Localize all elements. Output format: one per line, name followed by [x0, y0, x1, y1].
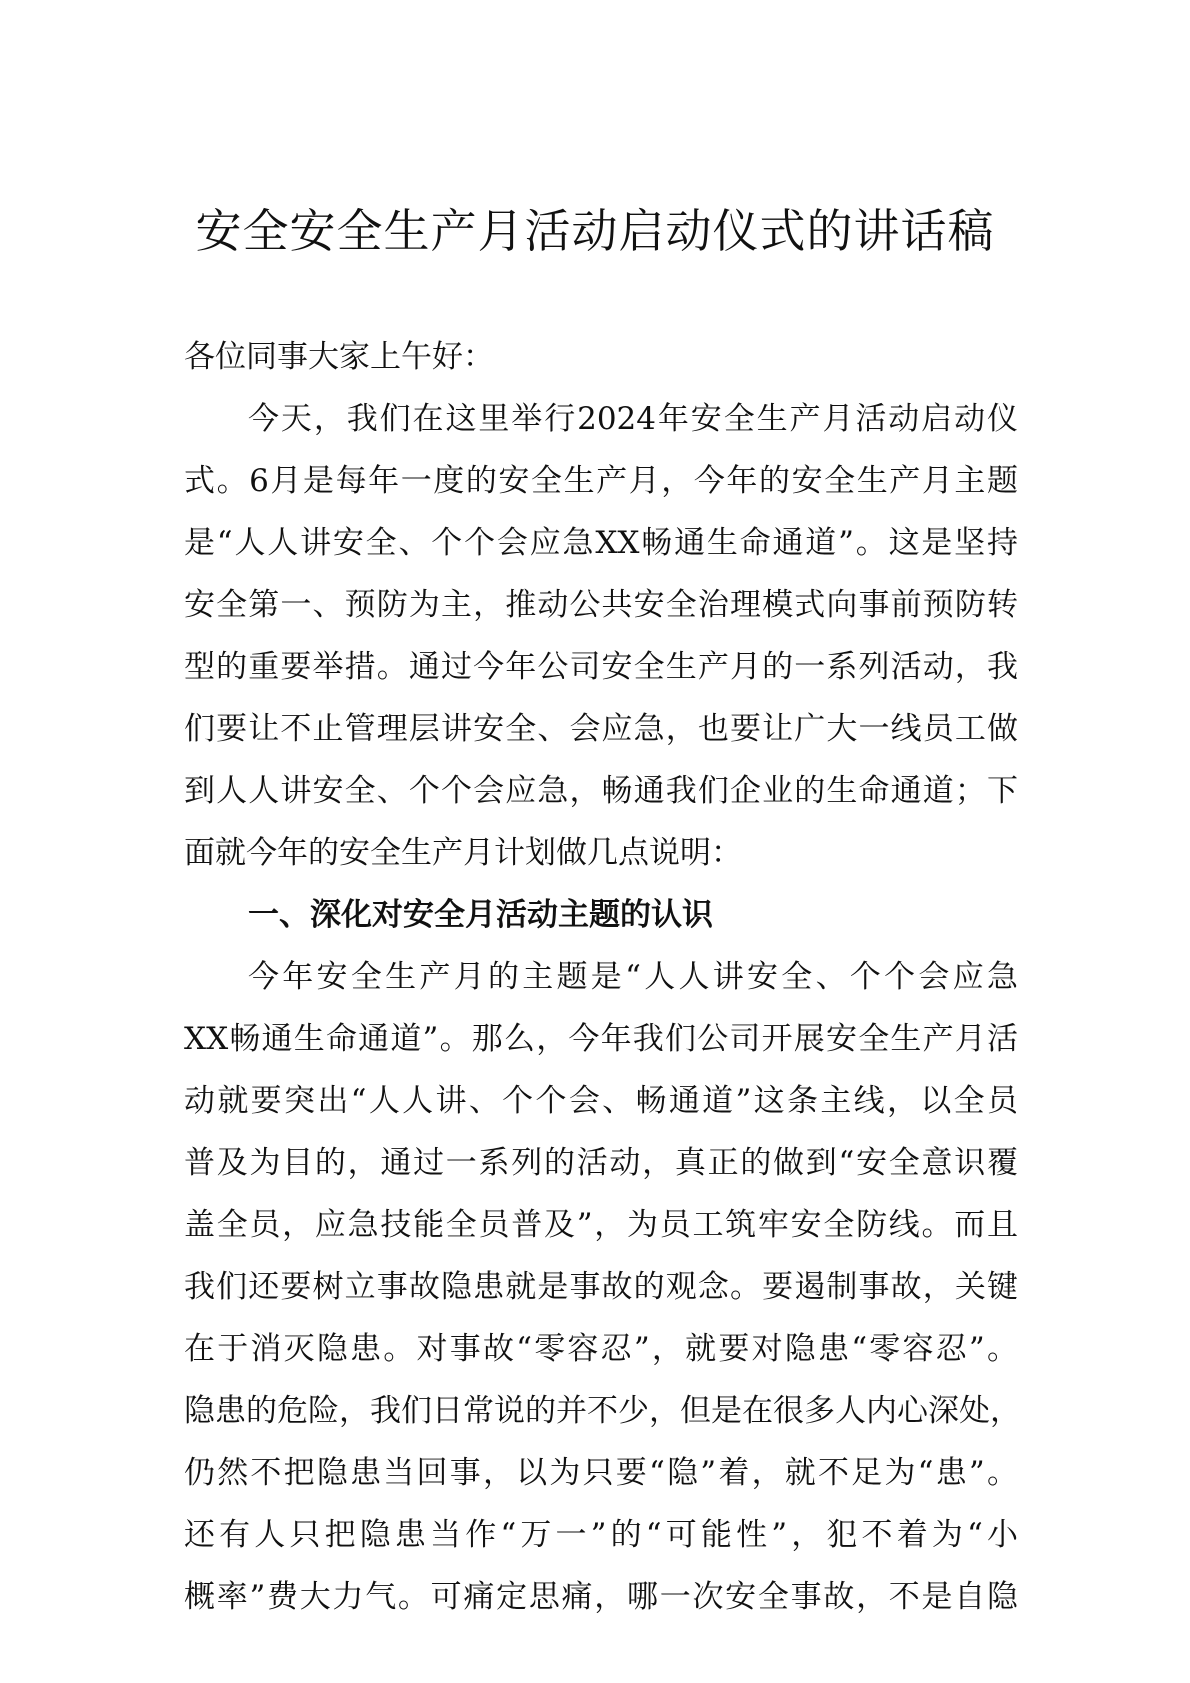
document-title: 安全安全生产月活动启动仪式的讲话稿	[195, 204, 995, 258]
greeting-line: 各位同事大家上午好：	[184, 339, 494, 375]
text-line: 隐患的危险，我们日常说的并不少，但是在很多人内心深处，	[184, 1393, 1021, 1429]
paragraph-intro	[184, 388, 1018, 884]
text-line: 到人人讲安全、个个会应急，畅通我们企业的生命通道；下	[184, 773, 1018, 809]
text-line: 式。6月是每年一度的安全生产月，今年的安全生产月主题	[184, 463, 1018, 499]
text-line: 动就要突出“人人讲、个个会、畅通道”这条主线，以全员	[184, 1083, 1018, 1119]
text-line: 还有人只把隐患当作“万一”的“可能性”，犯不着为“小	[184, 1517, 1018, 1553]
document-body	[184, 326, 1021, 1628]
text-line: 是“人人讲安全、个个会应急XX畅通生命通道”。这是坚持	[184, 525, 1018, 561]
paragraph-theme	[184, 946, 1021, 1628]
text-line: 我们还要树立事故隐患就是事故的观念。要遏制事故，关键	[184, 1269, 1018, 1305]
text-line: 概率”费大力气。可痛定思痛，哪一次安全事故，不是自隐	[184, 1579, 1018, 1615]
text-line: 安全第一、预防为主，推动公共安全治理模式向事前预防转	[184, 587, 1018, 623]
text-line: 盖全员，应急技能全员普及”，为员工筑牢安全防线。而且	[184, 1207, 1018, 1243]
text-line: 面就今年的安全生产月计划做几点说明：	[184, 835, 742, 871]
text-line: 今年安全生产月的主题是“人人讲安全、个个会应急	[248, 959, 1018, 995]
text-line: 们要让不止管理层讲安全、会应急，也要让广大一线员工做	[184, 711, 1018, 747]
text-line: XX畅通生命通道”。那么，今年我们公司开展安全生产月活	[184, 1021, 1018, 1057]
text-line: 普及为目的，通过一系列的活动，真正的做到“安全意识覆	[184, 1145, 1018, 1181]
text-line: 今天，我们在这里举行2024年安全生产月活动启动仪	[248, 401, 1018, 437]
text-line: 在于消灭隐患。对事故“零容忍”，就要对隐患“零容忍”。	[184, 1331, 1018, 1367]
section-heading: 一、深化对安全月活动主题的认识	[248, 897, 713, 933]
text-line: 仍然不把隐患当回事，以为只要“隐”着，就不足为“患”。	[184, 1455, 1018, 1491]
text-line: 型的重要举措。通过今年公司安全生产月的一系列活动，我	[184, 649, 1018, 685]
